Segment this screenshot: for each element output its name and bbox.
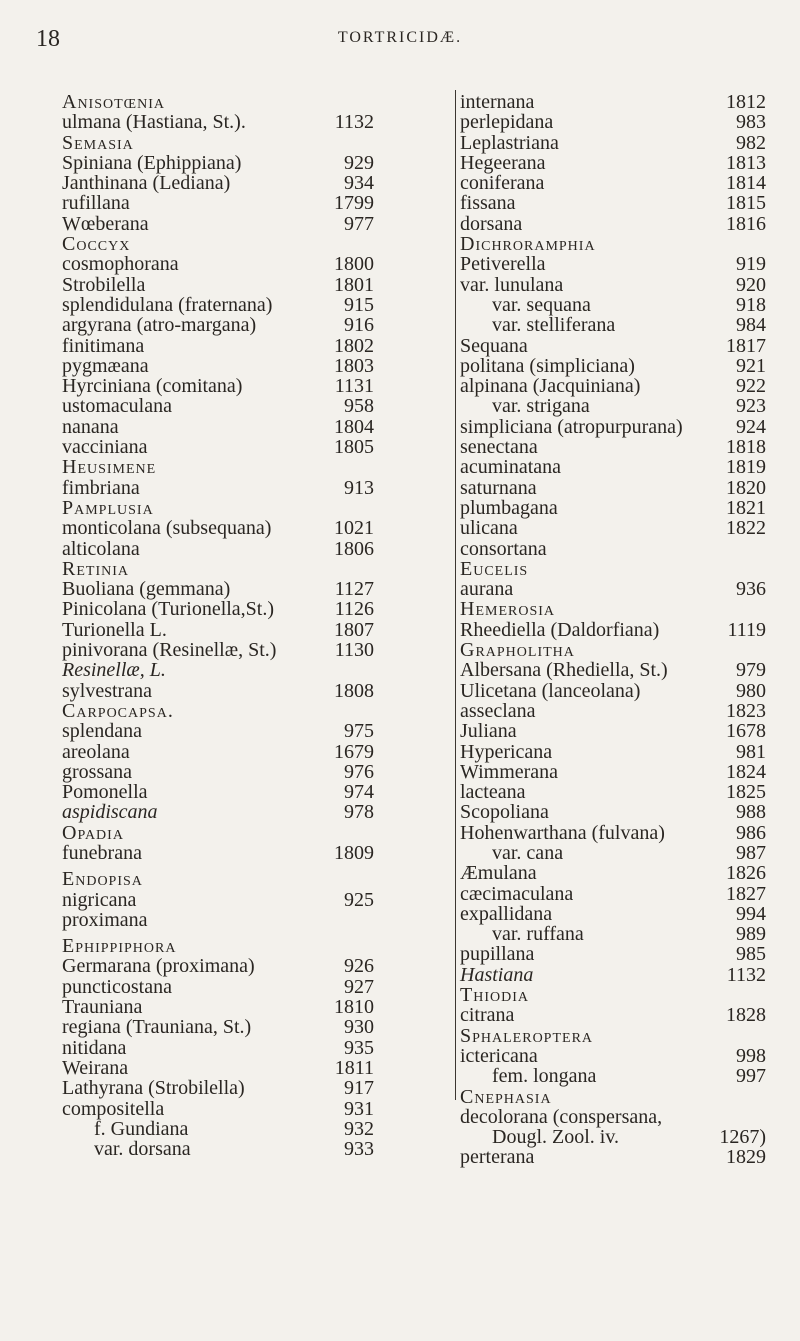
index-entry [460,1127,800,1147]
entry-name: citrana [460,1004,515,1027]
entry-page-number: 1800 [334,253,374,276]
genus-heading [62,869,446,889]
entry-name: simpliciana (atropurpurana) [460,415,683,438]
entry-page-number: 983 [736,111,766,134]
entry-name: monticolana (subsequana) [62,517,272,540]
entry-name: pupillana [460,943,535,966]
genus-heading [460,599,800,619]
entry-name: Eucelis [460,557,529,580]
entry-page-number: 1801 [334,273,374,296]
entry-page-number: 984 [736,314,766,337]
entry-page-number: 913 [344,476,374,499]
entry-page-number: 1814 [726,172,766,195]
entry-name: var. ruffana [492,923,584,946]
entry-name: asseclana [460,699,536,722]
entry-name: ulicana [460,517,518,540]
entry-page-number: 925 [344,888,374,911]
entry-name: Pomonella [62,781,148,804]
entry-name: ustomaculana [62,395,172,418]
entry-page-number: 932 [344,1117,374,1140]
entry-name: Hyrciniana (comitana) [62,375,243,398]
index-entry [62,396,446,416]
entry-name: var. stelliferana [492,314,616,337]
entry-name: Pamplusia [62,496,154,519]
entry-page-number: 1815 [726,192,766,215]
entry-name: Heusimene [62,456,157,479]
index-entry [62,275,446,295]
index-entry [460,478,800,498]
index-entry [460,579,800,599]
entry-name: finitimana [62,334,145,357]
entry-page-number: 931 [344,1097,374,1120]
index-entry [460,681,800,701]
index-entry [460,884,800,904]
entry-name: cæcimaculana [460,882,574,905]
index-entry [460,193,800,213]
index-entry [62,356,446,376]
index-entry [62,478,446,498]
entry-name: Hastiana [460,963,534,986]
index-entry [62,1119,446,1139]
entry-name: argyrana (atro-margana) [62,314,257,337]
entry-page-number: 989 [736,923,766,946]
index-entry [460,92,800,112]
index-entry [460,133,800,153]
index-entry [62,295,446,315]
entry-page-number: 919 [736,253,766,276]
entry-name: consortana [460,537,547,560]
entry-name: fimbriana [62,476,140,499]
entry-page-number: 1828 [726,1004,766,1027]
index-entry [62,437,446,457]
index-entry [62,153,446,173]
entry-name: Hegeerana [460,151,546,174]
index-entry [62,254,446,274]
entry-name: Leplastriana [460,131,559,154]
entry-page-number: 934 [344,172,374,195]
entry-page-number: 921 [736,354,766,377]
entry-page-number: 1132 [334,111,374,134]
index-entry [62,721,446,741]
entry-name: var. cana [492,841,564,864]
entry-page-number: 1817 [726,334,766,357]
entry-name: Hemerosia [460,598,556,621]
entry-name: var. dorsana [94,1138,191,1161]
entry-name: Hohenwarthana (fulvana) [460,821,665,844]
entry-name: decolorana (conspersana, [460,1105,663,1128]
entry-name: var. strigana [492,395,590,418]
genus-heading [460,985,800,1005]
entry-name: plumbagana [460,496,558,519]
entry-name: puncticostana [62,975,172,998]
index-entry [460,112,800,132]
entry-page-number: 981 [736,740,766,763]
entry-name: funebrana [62,841,142,864]
entry-page-number: 1021 [334,517,374,540]
entry-page-number: 1813 [726,151,766,174]
entry-name: Scopoliana [460,801,549,824]
entry-page-number: 1824 [726,760,766,783]
index-entry [460,1107,800,1127]
entry-name: Retinia [62,557,129,580]
index-entry [460,173,800,193]
entry-page-number: 1131 [334,375,374,398]
entry-page-number: 980 [736,679,766,702]
genus-heading [62,457,446,477]
entry-page-number: 976 [344,760,374,783]
genus-heading [460,234,800,254]
entry-page-number: 1132 [726,963,766,986]
entry-name: fissana [460,192,516,215]
entry-name: nitidana [62,1036,127,1059]
entry-name: Anisotœnia [62,91,165,113]
entry-page-number: 1820 [726,476,766,499]
entry-name: Germarana (proximana) [62,955,255,978]
index-entry [62,802,446,822]
index-entry [460,1147,800,1167]
column-divider [455,90,456,1100]
entry-name: Strobilella [62,273,146,296]
entry-page-number: 1127 [334,578,374,601]
entry-name: splendana [62,720,142,743]
genus-heading [62,823,446,843]
index-entry [460,214,800,234]
entry-name: saturnana [460,476,537,499]
entry-name: senectana [460,436,538,459]
entry-name: nanana [62,415,119,438]
entry-page-number: 1799 [334,192,374,215]
entry-page-number: 975 [344,720,374,743]
entry-name: proximana [62,908,148,931]
entry-name: aspidiscana [62,801,158,824]
entry-page-number: 1812 [726,91,766,113]
genus-heading [460,1087,800,1107]
index-entry [460,376,800,396]
index-entry [62,1139,446,1159]
entry-name: Janthinana (Lediana) [62,172,231,195]
entry-name: Cnephasia [460,1085,552,1108]
index-entry [62,1078,446,1098]
right-column [460,92,800,1168]
entry-page-number: 1809 [334,841,374,864]
index-entry [62,315,446,335]
entry-page-number: 1827 [726,882,766,905]
index-entry [460,904,800,924]
index-entry [62,173,446,193]
entry-page-number: 922 [736,375,766,398]
index-entry [460,863,800,883]
entry-name: rufillana [62,192,130,215]
entry-name: fem. longana [492,1065,597,1088]
entry-page-number: 988 [736,801,766,824]
index-entry [62,336,446,356]
entry-page-number: 1819 [726,456,766,479]
entry-page-number: 1807 [334,618,374,641]
entry-name: acuminatana [460,456,562,479]
entry-page-number: 1679 [334,740,374,763]
entry-page-number: 1825 [726,781,766,804]
index-entry [62,910,446,930]
entry-page-number: 1678 [726,720,766,743]
entry-page-number: 920 [736,273,766,296]
index-entry [62,762,446,782]
index-entry [62,1017,446,1037]
entry-page-number: 1821 [726,496,766,519]
entry-name: var. lunulana [460,273,564,296]
index-entry [62,112,446,132]
index-entry [460,336,800,356]
entry-name: var. sequana [492,293,591,316]
index-entry [62,640,446,660]
entry-page-number: 930 [344,1016,374,1039]
genus-heading [62,92,446,112]
index-entry [460,295,800,315]
index-entry [460,1066,800,1086]
entry-page-number: 935 [344,1036,374,1059]
entry-page-number: 986 [736,821,766,844]
entry-name: Trauniana [62,996,143,1019]
entry-name: Hypericana [460,740,553,763]
index-entry [62,956,446,976]
entry-page-number: 1806 [334,537,374,560]
entry-name: Grapholitha [460,639,575,662]
entry-name: pygmæana [62,354,149,377]
entry-page-number: 918 [736,293,766,316]
entry-name: areolana [62,740,130,763]
genus-heading [460,640,800,660]
entry-name: splendidulana (fraternana) [62,293,273,316]
index-entry [460,417,800,437]
entry-name: vacciniana [62,436,148,459]
entry-name: Resinellæ, L. [62,659,166,682]
index-entry [460,944,800,964]
entry-name: Sequana [460,334,528,357]
index-entry [62,742,446,762]
entry-name: politana (simpliciana) [460,354,635,377]
entry-page-number: 1808 [334,679,374,702]
entry-name: Ephippiphora [62,935,177,958]
entry-name: lacteana [460,781,526,804]
index-entry [62,681,446,701]
entry-page-number: 994 [736,902,766,925]
entry-page-number: 1119 [727,618,766,641]
entry-name: dorsana [460,212,523,235]
entry-page-number: 977 [344,212,374,235]
index-entry [460,1005,800,1025]
entry-name: Endopisa [62,868,143,891]
entry-page-number: 927 [344,975,374,998]
index-entry [62,193,446,213]
entry-page-number: 985 [736,943,766,966]
left-column [62,92,446,1159]
index-entry [62,579,446,599]
index-entry [62,843,446,863]
page-number: 18 [36,26,60,52]
entry-page-number: 1823 [726,699,766,722]
entry-page-number: 982 [736,131,766,154]
entry-name: perterana [460,1146,535,1169]
entry-name: f. Gundiana [94,1117,189,1140]
entry-page-number: 933 [344,1138,374,1161]
entry-name: Opadia [62,821,124,844]
entry-name: coniferana [460,172,545,195]
entry-page-number: 1829 [726,1146,766,1169]
entry-name: grossana [62,760,132,783]
index-entry [62,977,446,997]
index-entry [460,802,800,822]
entry-page-number: 1802 [334,334,374,357]
entry-name: internana [460,91,535,113]
entry-page-number: 979 [736,659,766,682]
entry-page-number: 974 [344,781,374,804]
index-entry [460,457,800,477]
entry-name: pinivorana (Resinellæ, St.) [62,639,277,662]
index-entry [62,214,446,234]
index-entry [62,890,446,910]
index-entry [460,315,800,335]
index-entry [460,1046,800,1066]
entry-page-number: 1130 [334,639,374,662]
index-entry [460,762,800,782]
running-title: TORTRICIDÆ. [337,29,463,46]
genus-heading [62,133,446,153]
entry-name: Sphaleroptera [460,1024,594,1047]
entry-page-number: 917 [344,1077,374,1100]
index-entry [62,620,446,640]
entry-name: Petiverella [460,253,546,276]
entry-page-number: 1822 [726,517,766,540]
entry-page-number: 915 [344,293,374,316]
entry-name: Wimmerana [460,760,559,783]
index-entry [460,518,800,538]
entry-name: expallidana [460,902,553,925]
entry-page-number: 1818 [726,436,766,459]
entry-name: Spiniana (Ephippiana) [62,151,242,174]
entry-page-number: 987 [736,841,766,864]
entry-name: ulmana (Hastiana, St.). [62,111,246,134]
genus-heading [62,701,446,721]
entry-page-number: 926 [344,955,374,978]
entry-name: nigricana [62,888,137,911]
entry-name: Pinicolana (Turionella,St.) [62,598,275,621]
index-entry [460,620,800,640]
entry-name: perlepidana [460,111,554,134]
entry-name: Juliana [460,720,517,743]
entry-name: Dougl. Zool. iv. [492,1126,620,1149]
entry-page-number: 1810 [334,996,374,1019]
entry-name: aurana [460,578,514,601]
entry-name: Rheediella (Daldorfiana) [460,618,660,641]
entry-name: Dichroramphia [460,233,596,256]
entry-page-number: 1811 [334,1056,374,1079]
entry-page-number: 1805 [334,436,374,459]
entry-name: Weirana [62,1056,129,1079]
entry-page-number: 1826 [726,862,766,885]
index-entry [62,376,446,396]
index-entry [62,417,446,437]
entry-name: Carpocapsa. [62,699,174,722]
genus-heading [62,498,446,518]
genus-heading [62,559,446,579]
index-entry [460,396,800,416]
index-entry [62,782,446,802]
index-entry [62,599,446,619]
index-entry [460,823,800,843]
index-entry [460,153,800,173]
entry-page-number: 929 [344,151,374,174]
index-entry [460,254,800,274]
index-entry [460,924,800,944]
entry-page-number: 997 [736,1065,766,1088]
entry-page-number: 924 [736,415,766,438]
index-entry [460,965,800,985]
index-entry [62,1058,446,1078]
entry-name: Albersana (Rhediella, St.) [460,659,668,682]
index-entry [62,997,446,1017]
entry-name: alticolana [62,537,140,560]
entry-page-number: 1126 [334,598,374,621]
entry-name: cosmophorana [62,253,179,276]
index-entry [460,782,800,802]
index-entry [62,518,446,538]
index-entry [460,721,800,741]
entry-name: Coccyx [62,233,131,256]
index-entry [62,1038,446,1058]
entry-page-number: 1816 [726,212,766,235]
entry-name: alpinana (Jacquiniana) [460,375,641,398]
index-entry [62,1099,446,1119]
entry-name: Ulicetana (lanceolana) [460,679,641,702]
genus-heading [460,1026,800,1046]
index-entry [460,498,800,518]
entry-page-number: 1803 [334,354,374,377]
entry-name: sylvestrana [62,679,152,702]
entry-name: compositella [62,1097,165,1120]
index-entry [460,742,800,762]
index-entry [460,275,800,295]
entry-page-number: 978 [344,801,374,824]
entry-name: Wœberana [62,212,149,235]
index-entry [62,660,446,680]
index-entry [460,437,800,457]
entry-page-number: 916 [344,314,374,337]
entry-page-number: 923 [736,395,766,418]
entry-name: Æmulana [460,862,537,885]
index-entry [460,701,800,721]
entry-page-number: 936 [736,578,766,601]
entry-page-number: 1267) [719,1126,766,1149]
entry-page-number: 998 [736,1044,766,1067]
index-entry [460,539,800,559]
genus-heading [62,936,446,956]
index-entry [62,539,446,559]
entry-name: Thiodia [460,984,529,1007]
entry-name: Lathyrana (Strobilella) [62,1077,245,1100]
index-entry [460,660,800,680]
genus-heading [62,234,446,254]
index-entry [460,843,800,863]
entry-name: ictericana [460,1044,538,1067]
entry-name: Turionella L. [62,618,167,641]
entry-name: regiana (Trauniana, St.) [62,1016,252,1039]
index-entry [460,356,800,376]
entry-name: Buoliana (gemmana) [62,578,231,601]
entry-page-number: 1804 [334,415,374,438]
entry-name: Semasia [62,131,134,154]
entry-page-number: 958 [344,395,374,418]
genus-heading [460,559,800,579]
